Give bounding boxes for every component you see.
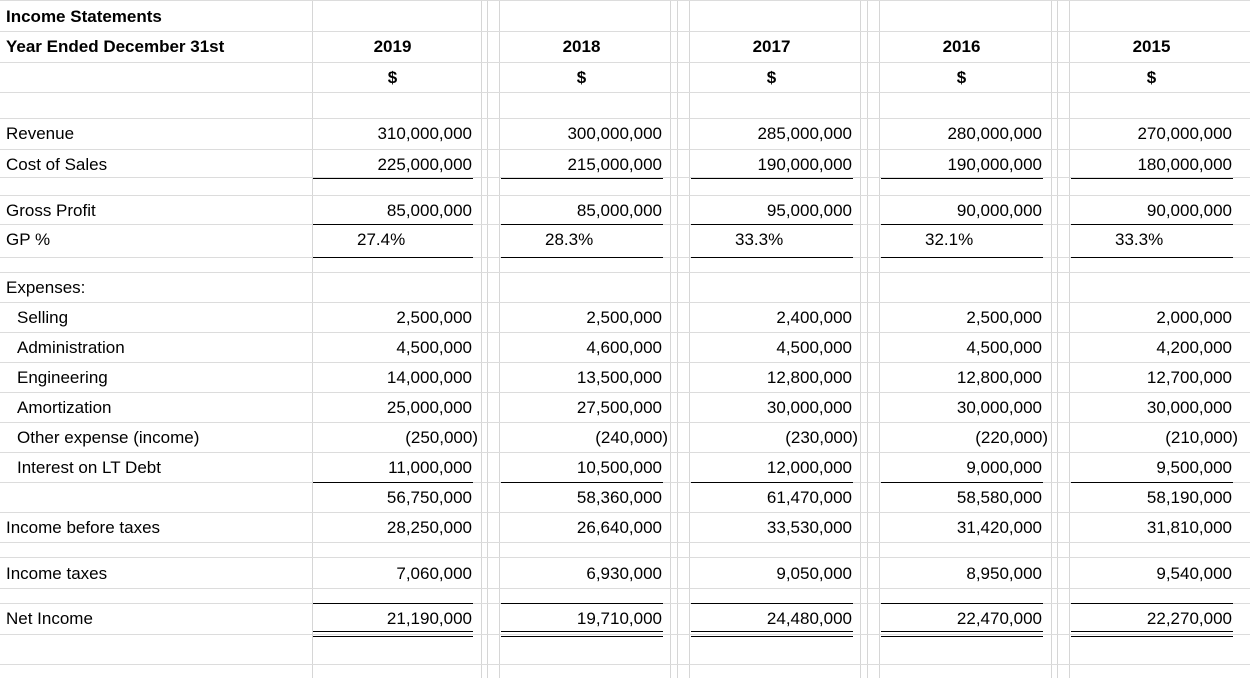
cell-income-before-taxes: 28,250,000 — [386, 518, 472, 537]
single-underline — [313, 224, 473, 225]
gridline-vertical — [1051, 0, 1052, 678]
cell-income-taxes: 9,050,000 — [776, 564, 852, 583]
gridline-horizontal — [0, 512, 1250, 513]
cell-amortization: 25,000,000 — [386, 398, 472, 417]
cell-cost-of-sales: 180,000,000 — [1137, 155, 1232, 174]
cell-interest: 9,000,000 — [966, 458, 1042, 477]
cell-gross-profit: 85,000,000 — [576, 201, 662, 220]
single-underline — [881, 224, 1043, 225]
cell-administration: 4,200,000 — [1156, 338, 1232, 357]
cell-net-income: 22,470,000 — [956, 609, 1042, 628]
year-header: 2018 — [562, 37, 601, 56]
gridline-vertical — [670, 0, 671, 678]
single-underline — [1071, 257, 1233, 258]
single-underline — [1071, 603, 1233, 604]
currency-header: $ — [766, 68, 777, 87]
cell-administration: 4,600,000 — [586, 338, 662, 357]
single-underline — [501, 603, 663, 604]
gridline-horizontal — [0, 392, 1250, 393]
cell-total-expenses: 58,580,000 — [956, 488, 1042, 507]
gridline-horizontal — [0, 31, 1250, 32]
gridline-horizontal — [0, 588, 1250, 589]
cell-amortization: 27,500,000 — [576, 398, 662, 417]
cell-gross-profit: 85,000,000 — [386, 201, 472, 220]
cell-selling: 2,500,000 — [966, 308, 1042, 327]
row-label-amortization: Amortization — [17, 398, 112, 417]
cell-revenue: 300,000,000 — [567, 124, 662, 143]
cell-other-expense: (230,000) — [785, 428, 858, 447]
single-underline — [1071, 224, 1233, 225]
cell-income-before-taxes: 31,420,000 — [956, 518, 1042, 537]
gridline-horizontal — [0, 92, 1250, 93]
cell-other-expense: (240,000) — [595, 428, 668, 447]
single-underline — [501, 224, 663, 225]
row-label-expenses: Expenses: — [6, 278, 86, 297]
row-label-selling: Selling — [17, 308, 69, 327]
row-label-income-before-taxes: Income before taxes — [6, 518, 161, 537]
row-label-engineering: Engineering — [17, 368, 108, 387]
gridline-vertical — [867, 0, 868, 678]
single-underline — [313, 603, 473, 604]
cell-administration: 4,500,000 — [966, 338, 1042, 357]
cell-interest: 12,000,000 — [766, 458, 852, 477]
single-underline — [881, 178, 1043, 179]
cell-selling: 2,500,000 — [586, 308, 662, 327]
cell-amortization: 30,000,000 — [1146, 398, 1232, 417]
cell-other-expense: (220,000) — [975, 428, 1048, 447]
currency-header: $ — [956, 68, 967, 87]
cell-revenue: 285,000,000 — [757, 124, 852, 143]
cell-gross-profit: 95,000,000 — [766, 201, 852, 220]
single-underline — [313, 482, 473, 483]
cell-net-income: 22,270,000 — [1146, 609, 1232, 628]
row-label-administration: Administration — [17, 338, 125, 357]
cell-cost-of-sales: 225,000,000 — [377, 155, 472, 174]
cell-gp-pct: 28.3% — [545, 230, 594, 249]
row-label-net-income: Net Income — [6, 609, 93, 628]
single-underline — [1071, 482, 1233, 483]
cell-selling: 2,500,000 — [396, 308, 472, 327]
year-header: 2015 — [1132, 37, 1171, 56]
single-underline — [691, 178, 853, 179]
cell-gp-pct: 27.4% — [357, 230, 406, 249]
cell-other-expense: (250,000) — [405, 428, 478, 447]
cell-revenue: 280,000,000 — [947, 124, 1042, 143]
cell-interest: 11,000,000 — [388, 458, 472, 477]
row-label-revenue: Revenue — [6, 124, 75, 143]
gridline-vertical — [860, 0, 861, 678]
gridline-horizontal — [0, 422, 1250, 423]
cell-revenue: 310,000,000 — [377, 124, 472, 143]
cell-cost-of-sales: 215,000,000 — [567, 155, 662, 174]
cell-other-expense: (210,000) — [1165, 428, 1238, 447]
gridline-vertical — [677, 0, 678, 678]
single-underline — [313, 257, 473, 258]
cell-gp-pct: 33.3% — [735, 230, 784, 249]
gridline-vertical — [689, 0, 690, 678]
double-underline — [691, 631, 853, 637]
cell-administration: 4,500,000 — [396, 338, 472, 357]
sheet-subtitle: Year Ended December 31st — [6, 37, 225, 56]
cell-income-before-taxes: 26,640,000 — [576, 518, 662, 537]
gridline-vertical — [481, 0, 482, 678]
cell-amortization: 30,000,000 — [956, 398, 1042, 417]
double-underline — [313, 631, 473, 637]
row-label-gross-profit: Gross Profit — [6, 201, 96, 220]
cell-interest: 9,500,000 — [1156, 458, 1232, 477]
gridline-horizontal — [0, 332, 1250, 333]
gridline-horizontal — [0, 195, 1250, 196]
cell-selling: 2,000,000 — [1156, 308, 1232, 327]
cell-net-income: 19,710,000 — [576, 609, 662, 628]
gridline-horizontal — [0, 664, 1250, 665]
cell-engineering: 13,500,000 — [576, 368, 662, 387]
cell-selling: 2,400,000 — [776, 308, 852, 327]
gridline-vertical — [1069, 0, 1070, 678]
cell-gp-pct: 33.3% — [1115, 230, 1164, 249]
cell-gp-pct: 32.1% — [925, 230, 974, 249]
cell-gross-profit: 90,000,000 — [1146, 201, 1232, 220]
row-label-interest: Interest on LT Debt — [17, 458, 161, 477]
cell-net-income: 24,480,000 — [766, 609, 852, 628]
row-label-income-taxes: Income taxes — [6, 564, 108, 583]
single-underline — [691, 482, 853, 483]
row-label-gp-pct: GP % — [6, 230, 51, 249]
cell-total-expenses: 58,360,000 — [576, 488, 662, 507]
gridline-horizontal — [0, 62, 1250, 63]
year-header: 2019 — [373, 37, 412, 56]
cell-total-expenses: 61,470,000 — [766, 488, 852, 507]
gridline-vertical — [879, 0, 880, 678]
cell-income-taxes: 8,950,000 — [966, 564, 1042, 583]
gridline-horizontal — [0, 452, 1250, 453]
cell-engineering: 12,800,000 — [956, 368, 1042, 387]
single-underline — [691, 224, 853, 225]
cell-amortization: 30,000,000 — [766, 398, 852, 417]
cell-revenue: 270,000,000 — [1137, 124, 1232, 143]
single-underline — [313, 178, 473, 179]
single-underline — [501, 482, 663, 483]
sheet-title: Income Statements — [6, 7, 162, 26]
year-header: 2017 — [752, 37, 791, 56]
gridline-vertical — [1057, 0, 1058, 678]
row-label-other-expense: Other expense (income) — [17, 428, 200, 447]
cell-net-income: 21,190,000 — [386, 609, 472, 628]
single-underline — [881, 603, 1043, 604]
cell-total-expenses: 58,190,000 — [1146, 488, 1232, 507]
currency-header: $ — [1146, 68, 1157, 87]
cell-income-before-taxes: 31,810,000 — [1146, 518, 1232, 537]
row-label-cost-of-sales: Cost of Sales — [6, 155, 108, 174]
cell-income-taxes: 7,060,000 — [396, 564, 472, 583]
cell-income-taxes: 9,540,000 — [1156, 564, 1232, 583]
single-underline — [881, 482, 1043, 483]
cell-cost-of-sales: 190,000,000 — [947, 155, 1042, 174]
gridline-vertical — [499, 0, 500, 678]
single-underline — [1071, 178, 1233, 179]
gridline-horizontal — [0, 149, 1250, 150]
gridline-horizontal — [0, 0, 1250, 1]
single-underline — [501, 257, 663, 258]
gridline-horizontal — [0, 542, 1250, 543]
cell-cost-of-sales: 190,000,000 — [757, 155, 852, 174]
gridline-horizontal — [0, 272, 1250, 273]
gridline-horizontal — [0, 557, 1250, 558]
single-underline — [691, 603, 853, 604]
double-underline — [881, 631, 1043, 637]
gridline-horizontal — [0, 118, 1250, 119]
cell-administration: 4,500,000 — [776, 338, 852, 357]
currency-header: $ — [387, 68, 398, 87]
gridline-vertical — [487, 0, 488, 678]
cell-interest: 10,500,000 — [576, 458, 662, 477]
cell-income-taxes: 6,930,000 — [586, 564, 662, 583]
single-underline — [691, 257, 853, 258]
double-underline — [501, 631, 663, 637]
cell-total-expenses: 56,750,000 — [386, 488, 472, 507]
currency-header: $ — [576, 68, 587, 87]
cell-engineering: 12,700,000 — [1146, 368, 1232, 387]
gridline-horizontal — [0, 362, 1250, 363]
cell-income-before-taxes: 33,530,000 — [766, 518, 852, 537]
single-underline — [881, 257, 1043, 258]
year-header: 2016 — [942, 37, 981, 56]
single-underline — [501, 178, 663, 179]
cell-gross-profit: 90,000,000 — [956, 201, 1042, 220]
double-underline — [1071, 631, 1233, 637]
gridline-horizontal — [0, 302, 1250, 303]
cell-engineering: 14,000,000 — [386, 368, 472, 387]
cell-engineering: 12,800,000 — [766, 368, 852, 387]
